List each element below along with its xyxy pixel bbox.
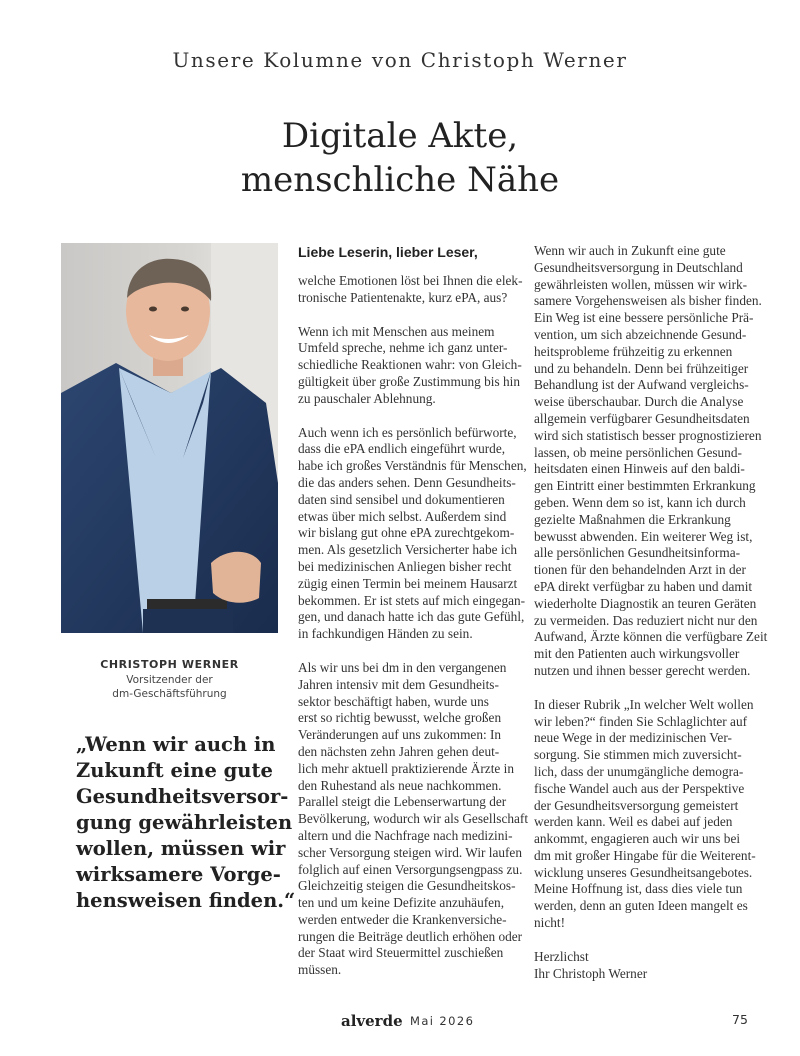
pull-quote-line: Zukunft eine gute [76, 759, 273, 782]
text-line: habe ich großes Verständnis für Menschen, [298, 458, 527, 474]
text-line: Bevölkerung, wodurch wir als Gesellschaft [298, 811, 529, 827]
text-line: wir bislang gut ohne ePA zurechtgekom- [298, 525, 515, 541]
text-line: gezielte Maßnahmen die Erkrankung [534, 511, 731, 527]
text-line: samere Vorgehensweisen als bisher finden. [534, 293, 762, 309]
text-line: zu vermeiden. Das reduziert nicht nur den [534, 612, 758, 628]
text-line: dm mit großer Hingabe für die Weiterent- [534, 847, 756, 863]
pull-quote-line: Gesundheitsversor- [76, 785, 289, 808]
article-paragraph [298, 273, 523, 307]
text-line: gewährleisten wollen, müssen wir wirk- [534, 276, 748, 292]
pull-quote-line: „Wenn wir auch in [76, 733, 276, 756]
text-line: lich mehr aktuell praktizierende Ärzte in [298, 760, 514, 776]
text-line: wicklung unseres Gesundheitsangebotes. [534, 864, 753, 880]
magazine-logo: alverde [341, 1012, 403, 1030]
author-name: CHRISTOPH WERNER [100, 658, 239, 671]
text-line: Gleichzeitig steigen die Gesundheitskos- [298, 878, 516, 894]
text-line: zu pauschaler Ablehnung. [298, 390, 436, 406]
text-line: Wenn ich mit Menschen aus meinem [298, 323, 495, 339]
text-line: geben. Wenn dem so ist, kann ich durch [534, 494, 746, 510]
text-line: der Gesundheitsversorgung gemeistert [534, 797, 739, 813]
text-line: heitsdaten einen Hinweis auf den baldi- [534, 461, 745, 477]
article-paragraph [534, 696, 756, 932]
pull-quote-line: gung gewährleisten [76, 811, 293, 834]
text-line: Veränderungen auf uns zukommen: In [298, 727, 502, 743]
article-paragraph [298, 659, 529, 979]
text-line: erst so richtig bewusst, welche großen [298, 710, 502, 726]
salutation: Liebe Leserin, lieber Leser, [298, 244, 478, 260]
text-line: scher Versorgung steigen wird. Wir laufen [298, 844, 522, 860]
text-line: sorgung. Sie stimmen mich zuversicht- [534, 747, 742, 763]
text-line: bekommen. Er ist stets auf mich eingegan- [298, 592, 526, 608]
text-line: Ihr Christoph Werner [534, 965, 648, 981]
text-line: schiedliche Reaktionen wahr: von Gleich- [298, 357, 522, 373]
text-line: Gesundheitsversorgung in Deutschland [534, 259, 743, 275]
text-line: daten sind sensibel und dokumentieren [298, 491, 505, 507]
text-line: allgemein verfügbarer Gesundheitsdaten [534, 410, 750, 426]
text-line: zügig einen Termin bei meinem Hausarzt [298, 575, 518, 591]
text-line: gen Eintritt einer bestimmten Erkrankung [534, 478, 756, 494]
text-line: folglich auf einen Versorgungsengpass zu. [298, 861, 523, 877]
author-portrait [61, 243, 278, 633]
text-line: wiederholte Diagnostik an teuren Geräten [534, 595, 757, 611]
text-line: Herzlichst [534, 948, 589, 964]
portrait-caption [61, 657, 278, 701]
text-line: werden entweder die Krankenversiche- [298, 911, 507, 927]
author-role-line: dm-Geschäftsführung [112, 688, 227, 700]
text-line: altern und die Nachfrage nach medizini- [298, 827, 513, 843]
text-line: lich, dass der unumgängliche demogra- [534, 763, 744, 779]
text-line: rungen die Beiträge deutlich erhöhen oder [298, 928, 523, 944]
text-line: Ein Weg ist eine bessere persönliche Prä- [534, 310, 754, 326]
text-line: Meine Hoffnung ist, dass dies viele tun [534, 881, 743, 897]
text-line: werden, denn an guten Ideen mangelt es [534, 898, 748, 914]
author-role-line: Vorsitzender der [126, 674, 213, 686]
text-line: bewusst abwenden. Ein weiterer Weg ist, [534, 528, 753, 544]
text-line: den nächsten zehn Jahren gehen deut- [298, 743, 500, 759]
text-line: men. Als gesetzlich Versicherter habe ich [298, 542, 518, 558]
text-line: ankommt, engagieren auch wir uns bei [534, 831, 741, 847]
text-line: wir leben?“ finden Sie Schlaglichter auf [534, 713, 748, 729]
text-line: Aufwand, Ärzte können die verfügbare Zeit [534, 629, 768, 645]
text-line: den Ruhestand als neue nachkommen. [298, 777, 502, 793]
text-line: tionen für den behandelnden Arzt in der [534, 562, 746, 578]
text-line: müssen. [298, 962, 342, 978]
text-line: werden kann. Weil es dabei auf jeden [534, 814, 733, 830]
text-line: Auch wenn ich es persönlich befürworte, [298, 424, 517, 440]
column-2-body [534, 243, 768, 982]
text-line: etwas über mich selbst. Außerdem sind [298, 508, 507, 524]
text-line: dass die ePA endlich eingeführt wurde, [298, 441, 506, 457]
pull-quote-line: wirksamere Vorge- [76, 863, 281, 886]
text-line: in fachkundigen Händen zu sein. [298, 626, 473, 642]
text-line: Umfeld spreche, nehme ich ganz unter- [298, 340, 508, 356]
text-line: ePA direkt verfügbar zu haben und damit [534, 578, 753, 594]
text-line: alle persönlichen Gesundheitsinforma- [534, 545, 741, 561]
article-headline [0, 114, 800, 202]
article-paragraph [298, 424, 527, 643]
column-1-body [298, 273, 529, 979]
page-number: 75 [732, 1012, 748, 1027]
text-line: weise überschaubar. Durch die Analyse [534, 394, 744, 410]
headline-line: Digitale Akte, [281, 116, 519, 156]
text-line: lassen, ob meine persönlichen Gesund- [534, 444, 742, 460]
text-line: heitsprobleme frühzeitig zu erkennen [534, 343, 733, 359]
article-column-1 [298, 243, 529, 996]
text-line: Als wir uns bei dm in den vergangenen [298, 659, 507, 675]
text-line: bei medizinischen Anliegen bisher recht [298, 558, 512, 574]
article-column-2 [534, 243, 768, 999]
headline-line: menschliche Nähe [240, 160, 560, 200]
pull-quote [76, 732, 296, 914]
article-paragraph [298, 323, 522, 408]
text-line: ten und um keine Defizite anzuhäufen, [298, 895, 505, 911]
text-line: mit den Patienten auch wirkungsvoller [534, 646, 740, 662]
text-line: nutzen und ihnen besser gerecht werden. [534, 662, 751, 678]
pull-quote-line: hensweisen finden.“ [76, 889, 296, 912]
article-paragraph [534, 243, 768, 680]
text-line: neue Wege in der medizinischen Ver- [534, 730, 732, 746]
text-line: fische Wandel auch aus der Perspektive [534, 780, 745, 796]
issue-date: Mai 2026 [410, 1014, 475, 1028]
text-line: und zu behandeln. Denn bei frühzeitiger [534, 360, 749, 376]
text-line: der Staat wird Steuermittel zuschießen [298, 945, 504, 961]
text-line: Jahren intensiv mit dem Gesundheits- [298, 676, 499, 692]
text-line: Wenn wir auch in Zukunft eine gute [534, 243, 726, 258]
text-line: gen, und danach hatte ich das gute Gefühl, [298, 609, 525, 625]
text-line: tronische Patientenakte, kurz ePA, aus? [298, 289, 508, 305]
text-line: sektor beschäftigt haben, wurde uns [298, 693, 489, 709]
text-line: In dieser Rubrik „In welcher Welt wollen [534, 696, 754, 712]
text-line: Parallel steigt die Lebenserwartung der [298, 794, 507, 810]
article-paragraph [534, 949, 752, 983]
text-line: vention, um sich abzeichnende Gesund- [534, 326, 747, 342]
text-line: welche Emotionen löst bei Ihnen die elek- [298, 273, 523, 288]
column-kicker: Unsere Kolumne von Christoph Werner [172, 48, 628, 72]
text-line: die das anders sehen. Denn Gesundheits- [298, 474, 516, 490]
text-line: wird sich statistisch besser prognostizieren [534, 427, 762, 443]
pull-quote-line: wollen, müssen wir [76, 837, 286, 860]
text-line: Behandlung ist der Aufwand vergleichs- [534, 377, 749, 393]
text-line: gültigkeit über große Zustimmung bis hin [298, 373, 520, 389]
text-line: nicht! [534, 915, 566, 931]
